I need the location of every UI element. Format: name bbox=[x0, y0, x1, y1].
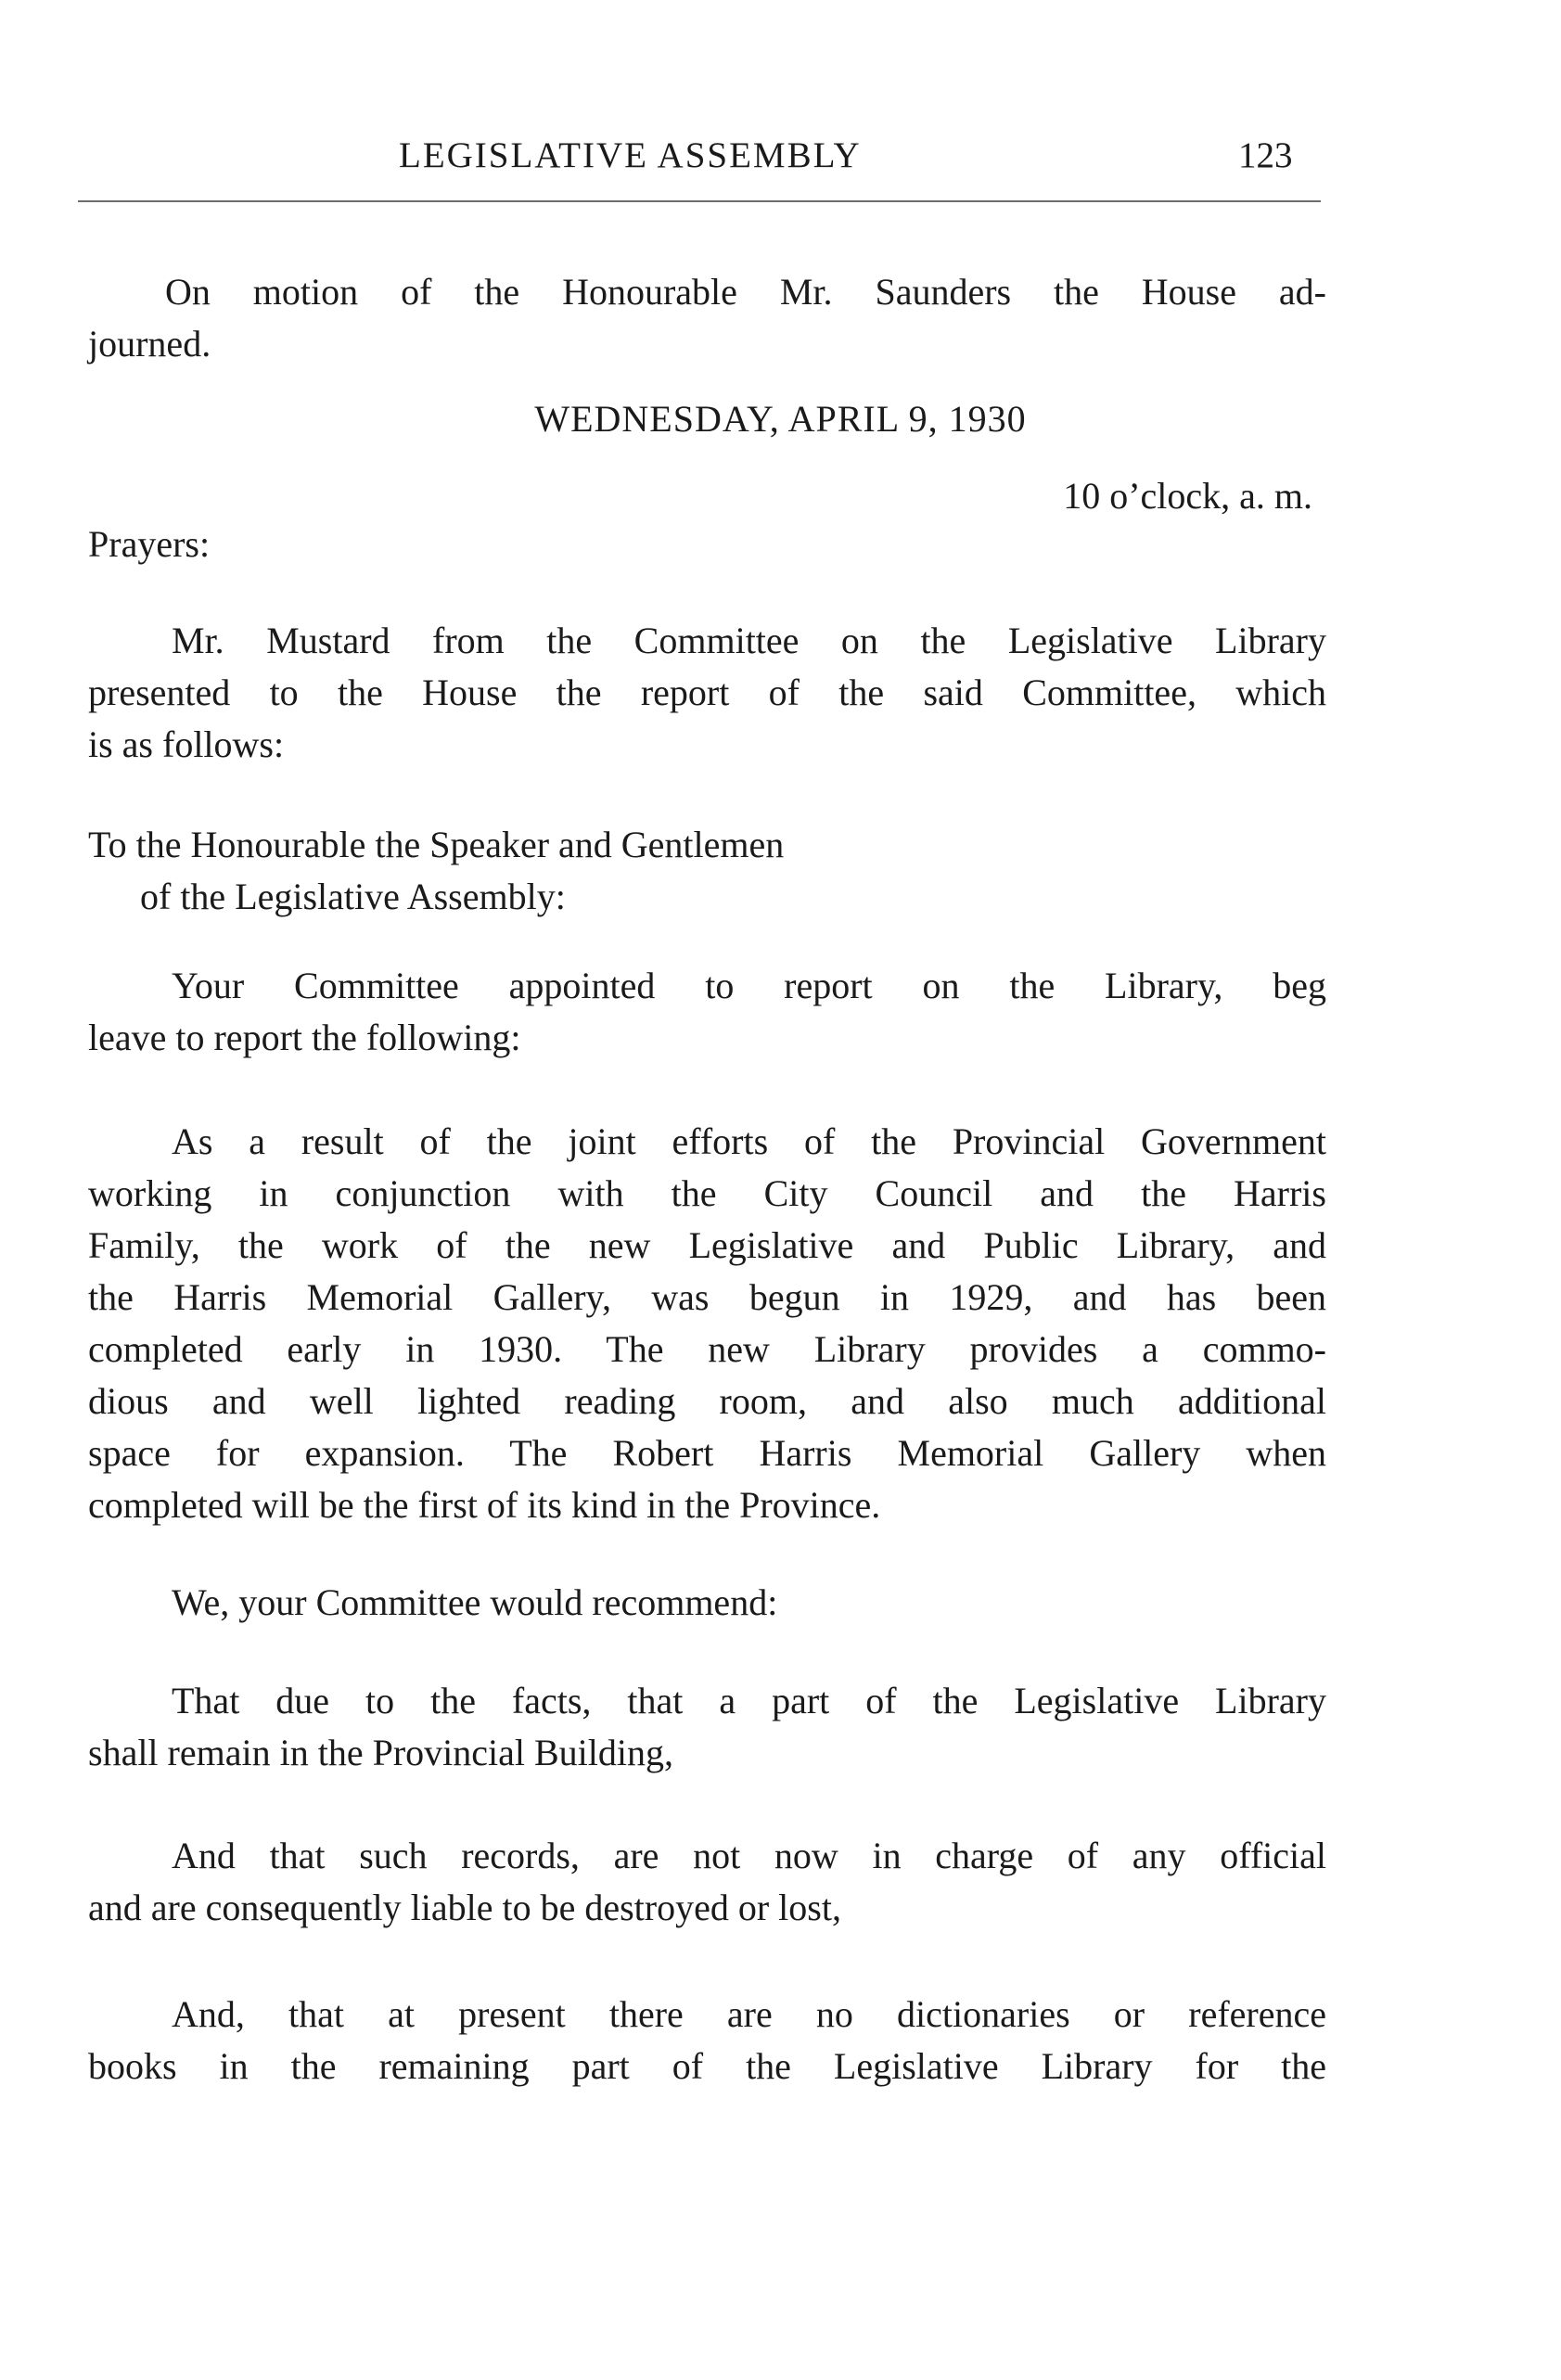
date-heading: WEDNESDAY, APRIL 9, 1930 bbox=[534, 398, 1027, 440]
header-title: LEGISLATIVE ASSEMBLY bbox=[399, 135, 862, 175]
text-line: presented to the House the report of the said Committee, which bbox=[88, 672, 1326, 713]
page-number: 123 bbox=[1238, 135, 1293, 175]
text-line: working in conjunction with the City Council and the Harris bbox=[88, 1172, 1326, 1214]
address-block bbox=[88, 819, 1326, 923]
text-line: space for expansion. The Robert Harris Memorial Gallery when bbox=[88, 1432, 1326, 1474]
adjournment-paragraph bbox=[88, 266, 1326, 370]
text-line: As a result of the joint efforts of the Provincial Government bbox=[172, 1120, 1326, 1162]
text-line: completed will be the first of its kind in the Province. bbox=[88, 1484, 881, 1526]
text-line: Family, the work of the new Legislative and Public Library, and bbox=[88, 1224, 1326, 1266]
text-line: shall remain in the Provincial Building, bbox=[88, 1732, 674, 1773]
text-line: We, your Committee would recommend: bbox=[172, 1581, 778, 1623]
text-line: completed early in 1930. The new Library provides a commo- bbox=[88, 1328, 1326, 1370]
text-line: That due to the facts, that a part of the Legislative Library bbox=[172, 1680, 1326, 1721]
text-line: dious and well lighted reading room, and also much additional bbox=[88, 1380, 1326, 1422]
header-rule bbox=[78, 200, 1321, 202]
prayers-line bbox=[88, 518, 1326, 570]
text-line: and are consequently liable to be destroyed or lost, bbox=[88, 1887, 841, 1928]
text-line: journed. bbox=[88, 323, 211, 365]
text-line: To the Honourable the Speaker and Gentlemen bbox=[88, 824, 785, 865]
committee-paragraph bbox=[88, 960, 1326, 1064]
text-line: And that such records, are not now in charge of any official bbox=[172, 1835, 1326, 1876]
text-line: books in the remaining part of the Legislative Library for the bbox=[88, 2045, 1326, 2087]
text-line: Your Committee appointed to report on the Library, beg bbox=[172, 965, 1326, 1006]
recommend-line bbox=[88, 1577, 1326, 1629]
dictionaries-paragraph bbox=[88, 1989, 1326, 2092]
text-line: Prayers: bbox=[88, 523, 211, 565]
that-due-paragraph bbox=[88, 1675, 1326, 1779]
text-line: On motion of the Honourable Mr. Saunders the House ad- bbox=[165, 271, 1326, 313]
text-line: the Harris Memorial Gallery, was begun in 1929, and has been bbox=[88, 1276, 1326, 1318]
text-line: Mr. Mustard from the Committee on the Legislative Library bbox=[172, 620, 1326, 661]
text-line: leave to report the following: bbox=[88, 1017, 521, 1058]
text-line: is as follows: bbox=[88, 723, 285, 765]
text-line: of the Legislative Assembly: bbox=[140, 876, 566, 917]
report-intro-paragraph bbox=[88, 615, 1326, 771]
running-header bbox=[0, 132, 1561, 187]
records-paragraph bbox=[88, 1830, 1326, 1934]
text-line: And, that at present there are no dictionaries or reference bbox=[172, 1993, 1326, 2035]
result-paragraph bbox=[88, 1116, 1326, 1531]
session-time: 10 o’clock, a. m. bbox=[1063, 475, 1312, 517]
